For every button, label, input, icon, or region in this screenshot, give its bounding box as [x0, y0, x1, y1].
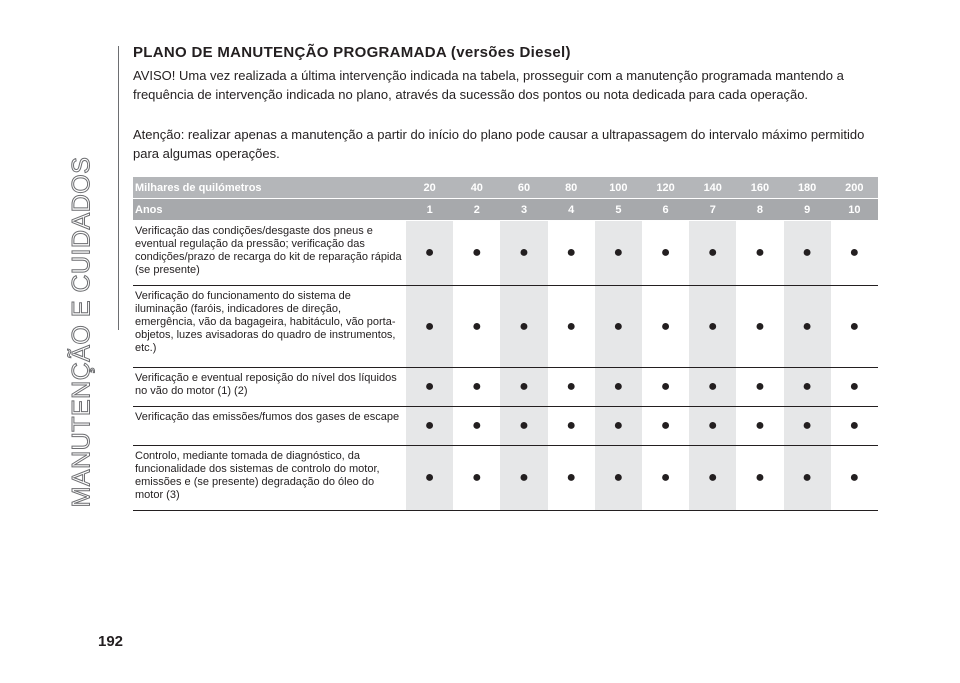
interval-cell [784, 407, 831, 446]
km-header-cell: 120 [642, 177, 689, 199]
dot-icon: ● [802, 244, 812, 261]
dot-icon: ● [849, 317, 860, 335]
dot-icon: ● [424, 317, 435, 335]
operation-description: Verificação das condições/desgaste dos pneus e eventual regulação da pressão; verificação das condições/prazo de recarga do kit de reparação rápida (se presente) [133, 221, 406, 286]
interval-cell [406, 368, 453, 407]
dot-icon: ● [613, 244, 624, 261]
interval-cell [831, 446, 878, 511]
years-header-cell: 4 [548, 199, 595, 221]
km-header-cell: 40 [453, 177, 500, 199]
interval-cell [595, 368, 642, 407]
table-row [133, 407, 878, 446]
interval-cell [784, 368, 831, 407]
interval-cell [689, 286, 736, 368]
dot-icon: ● [755, 417, 765, 434]
interval-cell [500, 368, 547, 407]
interval-cell [642, 286, 689, 368]
km-header-row [133, 177, 878, 199]
km-header-cell: 140 [689, 177, 736, 199]
dot-icon: ● [519, 469, 529, 486]
interval-cell [831, 286, 878, 368]
interval-cell [642, 368, 689, 407]
years-header-cell: 9 [784, 199, 831, 221]
section-side-title-text: MANUTENÇÃO E CUIDADOS [67, 156, 96, 508]
dot-icon: ● [660, 317, 671, 335]
operation-description: Verificação e eventual reposição do nível dos líquidos no vão do motor (1) (2) [133, 368, 406, 407]
interval-cell [736, 407, 783, 446]
interval-cell [548, 221, 595, 286]
interval-cell [689, 221, 736, 286]
warning-paragraph: AVISO! Uma vez realizada a última intervenção indicada na tabela, prosseguir com a manutenção programada mantendo a frequência de intervenção indicada no plano, através da sucessão dos pontos ou nota dedicada para cada operação. [133, 68, 844, 102]
years-header-cell: 10 [831, 199, 878, 221]
interval-cell [500, 221, 547, 286]
interval-cell [406, 286, 453, 368]
table-row [133, 286, 878, 368]
dot-icon: ● [613, 317, 624, 335]
interval-cell [689, 407, 736, 446]
interval-cell [453, 368, 500, 407]
dot-icon: ● [519, 244, 529, 261]
attention-paragraph: Atenção: realizar apenas a manutenção a partir do início do plano pode causar a ultrapassagem do intervalo máximo permitido para algumas operações. [133, 127, 865, 161]
dot-icon: ● [802, 417, 812, 434]
km-header-cell: 100 [595, 177, 642, 199]
interval-cell [642, 221, 689, 286]
interval-cell [406, 446, 453, 511]
interval-cell [595, 286, 642, 368]
dot-icon: ● [802, 469, 812, 486]
dot-icon: ● [755, 317, 765, 335]
dot-icon: ● [755, 244, 765, 261]
dot-icon: ● [566, 244, 577, 261]
dot-icon: ● [613, 378, 624, 395]
dot-icon: ● [613, 469, 624, 486]
interval-cell [689, 446, 736, 511]
interval-cell [831, 368, 878, 407]
interval-cell [831, 407, 878, 446]
dot-icon: ● [660, 469, 671, 486]
operation-description: Verificação das emissões/fumos dos gases de escape [133, 407, 406, 446]
interval-cell [548, 368, 595, 407]
interval-cell [595, 407, 642, 446]
dot-icon: ● [519, 317, 529, 335]
interval-cell [548, 446, 595, 511]
dot-icon: ● [519, 417, 529, 434]
km-header-label: Milhares de quilómetros [133, 177, 406, 199]
years-header-cell: 6 [642, 199, 689, 221]
interval-cell [784, 446, 831, 511]
interval-cell [453, 446, 500, 511]
interval-cell [736, 286, 783, 368]
dot-icon: ● [613, 417, 624, 434]
years-header-cell: 7 [689, 199, 736, 221]
dot-icon: ● [849, 417, 860, 434]
km-header-cell: 200 [831, 177, 878, 199]
dot-icon: ● [849, 378, 860, 395]
interval-cell [406, 221, 453, 286]
dot-icon: ● [471, 244, 482, 261]
table-row [133, 221, 878, 286]
dot-icon: ● [471, 417, 482, 434]
years-header-row [133, 199, 878, 221]
interval-cell [500, 286, 547, 368]
interval-cell [595, 446, 642, 511]
km-header-cell: 180 [784, 177, 831, 199]
page-number: 192 [98, 633, 124, 650]
years-header-cell: 3 [500, 199, 547, 221]
dot-icon: ● [755, 469, 765, 486]
dot-icon: ● [566, 469, 577, 486]
interval-cell [453, 221, 500, 286]
dot-icon: ● [707, 244, 718, 261]
interval-cell [500, 446, 547, 511]
maintenance-table [133, 177, 878, 511]
interval-cell [736, 221, 783, 286]
km-header-cell: 160 [736, 177, 783, 199]
years-header-cell: 8 [736, 199, 783, 221]
dot-icon: ● [707, 317, 718, 335]
table-row [133, 368, 878, 407]
dot-icon: ● [660, 417, 671, 434]
page-heading: PLANO DE MANUTENÇÃO PROGRAMADA (versões Diesel) [133, 44, 571, 61]
dot-icon: ● [849, 244, 860, 261]
years-header-cell: 2 [453, 199, 500, 221]
side-divider [118, 46, 119, 330]
dot-icon: ● [566, 317, 577, 335]
dot-icon: ● [707, 378, 718, 395]
interval-cell [784, 221, 831, 286]
years-header-cell: 1 [406, 199, 453, 221]
dot-icon: ● [707, 417, 718, 434]
dot-icon: ● [424, 417, 435, 434]
dot-icon: ● [802, 378, 812, 395]
interval-cell [784, 286, 831, 368]
interval-cell [736, 368, 783, 407]
interval-cell [736, 446, 783, 511]
dot-icon: ● [471, 469, 482, 486]
dot-icon: ● [755, 378, 765, 395]
dot-icon: ● [707, 469, 718, 486]
km-header-cell: 20 [406, 177, 453, 199]
dot-icon: ● [424, 469, 435, 486]
interval-cell [642, 407, 689, 446]
interval-cell [406, 407, 453, 446]
interval-cell [453, 407, 500, 446]
dot-icon: ● [471, 317, 482, 335]
dot-icon: ● [660, 244, 671, 261]
operation-description: Controlo, mediante tomada de diagnóstico, da funcionalidade dos sistemas de controlo do motor, emissões e (se presente) degradação do óleo do motor (3) [133, 446, 406, 511]
interval-cell [548, 286, 595, 368]
interval-cell [548, 407, 595, 446]
dot-icon: ● [849, 469, 860, 486]
interval-cell [689, 368, 736, 407]
table-row [133, 446, 878, 511]
dot-icon: ● [471, 378, 482, 395]
km-header-cell: 80 [548, 177, 595, 199]
dot-icon: ● [660, 378, 671, 395]
km-header-cell: 60 [500, 177, 547, 199]
dot-icon: ● [424, 244, 435, 261]
dot-icon: ● [424, 378, 435, 395]
dot-icon: ● [802, 317, 812, 335]
interval-cell [642, 446, 689, 511]
interval-cell [453, 286, 500, 368]
dot-icon: ● [566, 378, 577, 395]
operation-description: Verificação do funcionamento do sistema de iluminação (faróis, indicadores de direção, emergência, vão da bagageira, habitáculo, vão porta-objetos, luzes avisadoras do quadro de instrumentos, etc.) [133, 286, 406, 368]
years-header-label: Anos [133, 199, 406, 221]
dot-icon: ● [566, 417, 577, 434]
interval-cell [595, 221, 642, 286]
dot-icon: ● [519, 378, 529, 395]
years-header-cell: 5 [595, 199, 642, 221]
interval-cell [500, 407, 547, 446]
interval-cell [831, 221, 878, 286]
